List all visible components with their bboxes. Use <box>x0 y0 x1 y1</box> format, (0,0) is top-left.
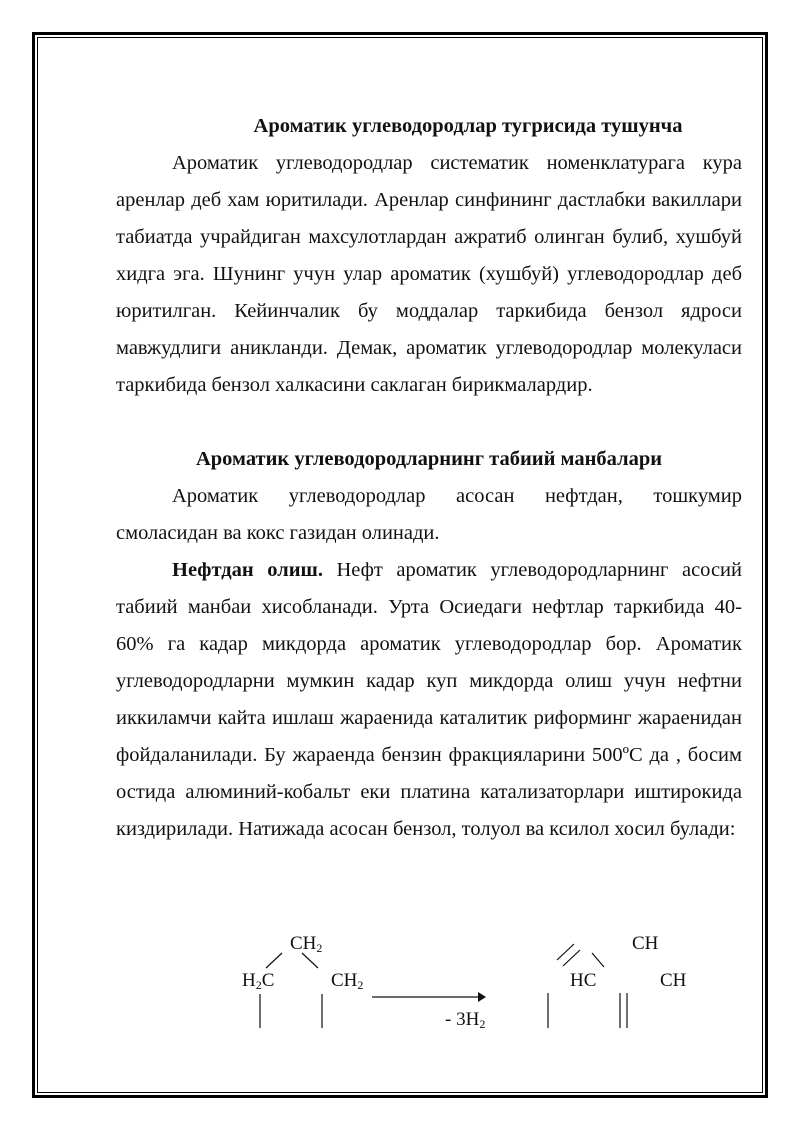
paragraph <box>116 552 742 848</box>
right-mid-right-group: CH <box>660 970 687 991</box>
left-top-group: $CH_2$ <box>290 933 323 955</box>
right-mid-left-group: HC <box>570 970 597 991</box>
left-mid-left-group: $H_2C$ <box>242 970 275 992</box>
blank-line <box>116 404 742 441</box>
right-top-group: CH <box>632 933 659 954</box>
section-title: Ароматик углеводородлар тугрисида тушунча <box>253 115 683 137</box>
paragraph: Ароматик углеводородлар асосан нефтдан, тошкумир смоласидан ва кокс газидан олинади. <box>116 485 742 544</box>
paragraph: Ароматик углеводородлар систематик номенклатурага кура аренлар деб хам юритилади. Аренлар синфининг дастлабки вакиллари табиатда учрайдиган махсулотлардан ажратиб олинган булиб, хушбуй хидга эга. Шунинг учун улар ароматик (хушбуй) углеводородлар деб юритилган. Кейинчалик бу моддалар таркибида бензол ядроси мавжудлиги аникланди. Демак, ароматик углеводородлар молекуласи таркибида бензол халкасини саклаган бирикмалардир. <box>116 152 742 396</box>
paragraph-lead: Нефтдан олиш. <box>172 559 323 581</box>
section-title: Ароматик углеводородларнинг табиий манбалари <box>195 448 663 470</box>
arrow-label: - $3H_2$ <box>445 1009 486 1031</box>
paragraph-text: Нефт ароматик углеводородларнинг асосий табиий манбаи хисобланади. Урта Осиедаги нефтлар таркибида 40-60% га кадар микдорда ароматик углеводородлар бор. Ароматик углеводородларни мумкин кадар куп микдорда олиш учун нефтни иккиламчи кайта ишлаш жараенида каталитик риформинг жараенидан фойдаланилади. Бу жараенда бензин фракцияларини 500ºС да , босим остида алюминий-кобальт еки платина катализаторлари иштирокида киздирилади. Натижада асосан бензол, толуол ва ксилол хосил булади: <box>116 559 742 840</box>
left-mid-right-group: $CH_2$ <box>331 970 364 992</box>
document-body <box>116 108 742 848</box>
